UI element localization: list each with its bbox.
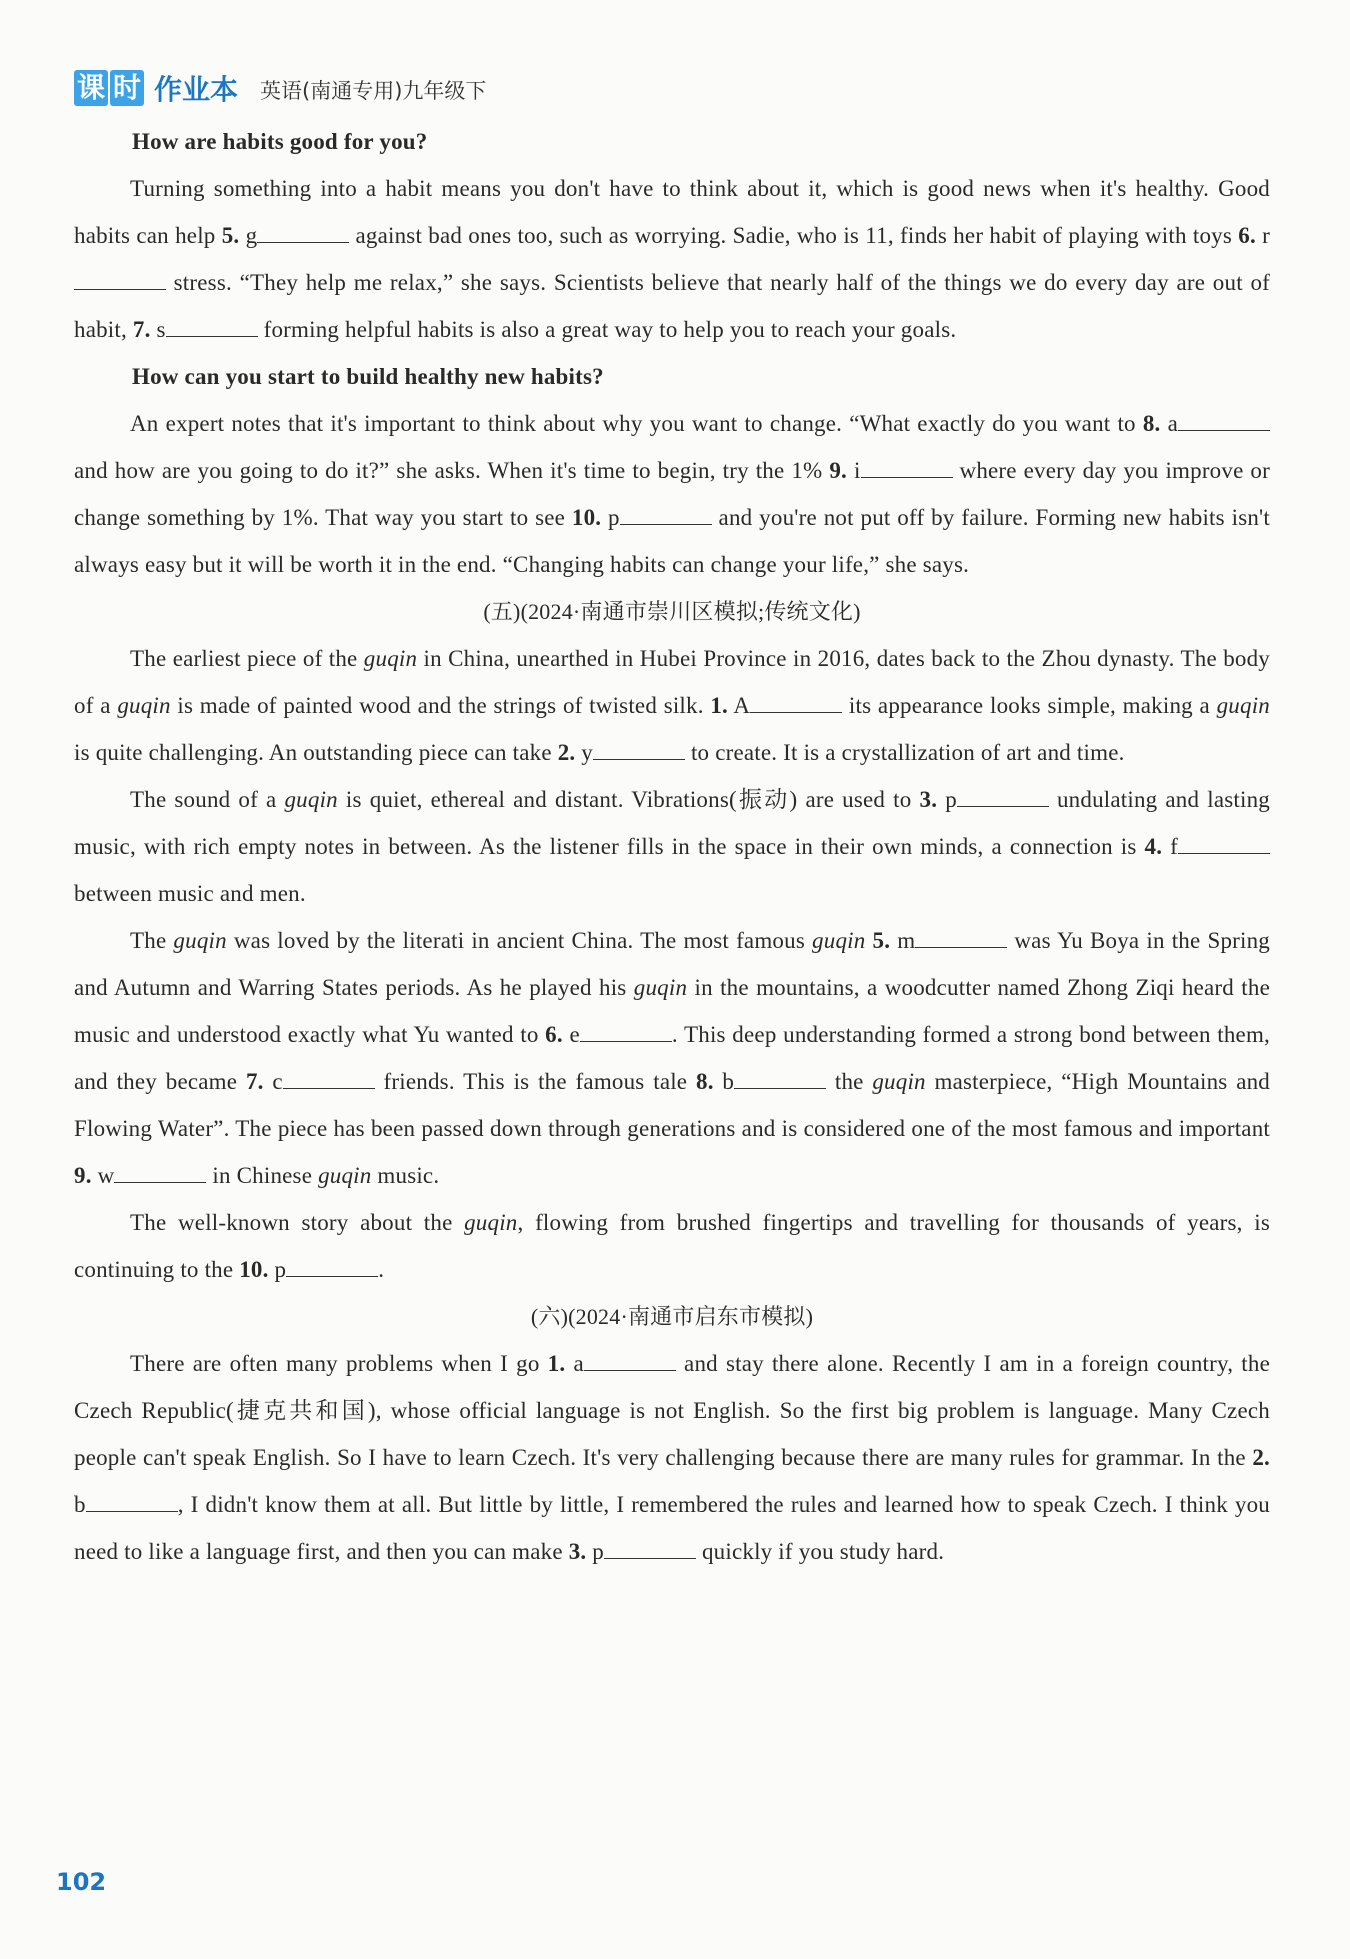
text-run: to create. It is a crystallization of art and time. bbox=[685, 740, 1125, 765]
text-run: is quiet, ethereal and distant. Vibrations(振动) are used to bbox=[337, 787, 920, 812]
answer-blank[interactable] bbox=[915, 927, 1007, 948]
text-run: where every day you improve or change something by 1%. That way you start to see bbox=[74, 458, 1270, 530]
text-run: against bad ones too, such as worrying. Sadie, who is 11, finds her habit of playing with toys bbox=[349, 223, 1239, 248]
text-run: , flowing from brushed fingertips and travelling for thousands of years, is continuing to the bbox=[74, 1210, 1270, 1282]
italic-term: guqin bbox=[1216, 693, 1270, 718]
question-number: 5. bbox=[872, 928, 891, 953]
answer-blank[interactable] bbox=[750, 692, 842, 713]
text-run: in the mountains, a woodcutter named Zhong Ziqi heard the music and understood exactly what Yu wanted to bbox=[74, 975, 1270, 1047]
paragraph bbox=[74, 635, 1270, 776]
text-run: music. bbox=[371, 1163, 440, 1188]
text-run: The bbox=[130, 928, 174, 953]
section-title-6: (六)(2024·南通市启东市模拟) bbox=[530, 1304, 814, 1329]
answer-blank[interactable] bbox=[957, 786, 1049, 807]
text-run: . bbox=[378, 1257, 385, 1282]
answer-blank[interactable] bbox=[257, 222, 349, 243]
text-run: between music and men. bbox=[74, 881, 306, 906]
answer-blank[interactable] bbox=[593, 739, 685, 760]
question-number: 2. bbox=[1252, 1445, 1270, 1470]
question-number: 3. bbox=[919, 787, 938, 812]
answer-blank[interactable] bbox=[114, 1162, 206, 1183]
question-number: 7. bbox=[245, 1069, 264, 1094]
text-run: undulating and lasting music, with rich empty notes in between. As the listener fills in the space in their own minds, a connection is bbox=[74, 787, 1270, 859]
subheading-build-habits: How can you start to build healthy new habits? bbox=[132, 364, 604, 389]
italic-term: guqin bbox=[117, 693, 171, 718]
paragraph bbox=[74, 400, 1270, 588]
answer-blank[interactable] bbox=[1178, 410, 1270, 431]
text-run: forming helpful habits is also a great way to help you to reach your goals. bbox=[257, 317, 957, 342]
blank-initial: b bbox=[713, 1069, 735, 1094]
text-run: quickly if you study hard. bbox=[696, 1539, 945, 1564]
text-run: and you're not put off by failure. Forming new habits isn't always easy but it will be worth it in the end. “Changing habits can change your life,” she says. bbox=[74, 505, 1270, 577]
text-run: Turning something into a habit means you don't have to think about it, which is good news when it's healthy. Good habits can help bbox=[74, 176, 1270, 248]
question-number: 10. bbox=[239, 1257, 269, 1282]
answer-blank[interactable] bbox=[74, 269, 166, 290]
answer-blank[interactable] bbox=[861, 457, 953, 478]
blank-initial: A bbox=[728, 693, 751, 718]
text-run: is made of painted wood and the strings of twisted silk. bbox=[170, 693, 711, 718]
text-run: . This deep understanding formed a strong bond between them, and they became bbox=[74, 1022, 1270, 1094]
answer-blank[interactable] bbox=[580, 1021, 672, 1042]
blank-initial: i bbox=[847, 458, 861, 483]
text-run: stress. “They help me relax,” she says. Scientists believe that nearly half of the things we do every day are out of habit, bbox=[74, 270, 1270, 342]
question-number: 3. bbox=[568, 1539, 587, 1564]
italic-term: guqin bbox=[812, 928, 866, 953]
blank-initial: p bbox=[601, 505, 620, 530]
blank-initial: g bbox=[239, 223, 258, 248]
question-number: 1. bbox=[547, 1351, 566, 1376]
blank-initial: w bbox=[91, 1163, 115, 1188]
text-run: was Yu Boya in the Spring and Autumn and Warring States periods. As he played his bbox=[74, 928, 1271, 1000]
text-run: The sound of a bbox=[130, 787, 285, 812]
text-run: and stay there alone. Recently I am in a foreign country, the Czech Republic(捷克共和国), whose official language is not English. So the first big problem is language. Many Czech people can't speak English. So I have to learn Czech. It's very challenging because there are many rules for grammar. In the bbox=[74, 1351, 1270, 1470]
paragraph bbox=[74, 1199, 1270, 1293]
answer-blank[interactable] bbox=[283, 1068, 375, 1089]
answer-blank[interactable] bbox=[620, 504, 712, 525]
question-number: 6. bbox=[1238, 223, 1256, 248]
subheading-habits-good: How are habits good for you? bbox=[132, 129, 428, 154]
blank-initial: r bbox=[1255, 223, 1270, 248]
text-run: in China, unearthed in Hubei Province in 2016, dates back to the Zhou dynasty. The body of a bbox=[74, 646, 1270, 718]
text-run: and how are you going to do it?” she asks. When it's time to begin, try the 1% bbox=[74, 458, 830, 483]
italic-term: guqin bbox=[284, 787, 338, 812]
blank-initial: s bbox=[150, 317, 166, 342]
page-number: 102 bbox=[56, 1868, 107, 1896]
text-run: The earliest piece of the bbox=[130, 646, 364, 671]
paragraph bbox=[74, 917, 1270, 1199]
paragraph bbox=[74, 1340, 1270, 1575]
logo-char-2: 时 bbox=[110, 70, 144, 106]
answer-blank[interactable] bbox=[1178, 833, 1270, 854]
paragraph bbox=[74, 776, 1270, 917]
question-number: 8. bbox=[696, 1069, 714, 1094]
blank-initial: p bbox=[268, 1257, 287, 1282]
blank-initial: a bbox=[565, 1351, 584, 1376]
text-run: is quite challenging. An outstanding piece can take bbox=[74, 740, 558, 765]
text-run: masterpiece, “High Mountains and Flowing Water”. The piece has been passed down through generations and is considered one of the most famous and important bbox=[74, 1069, 1270, 1141]
blank-initial: m bbox=[890, 928, 916, 953]
italic-term: guqin bbox=[464, 1210, 518, 1235]
italic-term: guqin bbox=[872, 1069, 926, 1094]
question-number: 10. bbox=[571, 505, 602, 530]
answer-blank[interactable] bbox=[166, 316, 258, 337]
question-number: 5. bbox=[221, 223, 240, 248]
question-number: 7. bbox=[132, 317, 151, 342]
page-content bbox=[74, 118, 1270, 1575]
question-number: 9. bbox=[829, 458, 848, 483]
question-number: 9. bbox=[74, 1163, 92, 1188]
page-header bbox=[74, 66, 486, 110]
italic-term: guqin bbox=[173, 928, 227, 953]
section-title-5: (五)(2024·南通市崇川区模拟;传统文化) bbox=[483, 599, 861, 624]
italic-term: guqin bbox=[318, 1163, 372, 1188]
question-number: 1. bbox=[710, 693, 729, 718]
text-run: was loved by the literati in ancient China. The most famous bbox=[226, 928, 813, 953]
text-run: in Chinese bbox=[206, 1163, 319, 1188]
paragraph bbox=[74, 165, 1270, 353]
question-number: 4. bbox=[1144, 834, 1163, 859]
text-run: its appearance looks simple, making a bbox=[842, 693, 1217, 718]
logo-char-1: 课 bbox=[74, 70, 108, 106]
blank-initial: a bbox=[1160, 411, 1178, 436]
question-number: 6. bbox=[545, 1022, 563, 1047]
blank-initial: y bbox=[575, 740, 593, 765]
answer-blank[interactable] bbox=[604, 1538, 696, 1559]
text-run: friends. This is the famous tale bbox=[374, 1069, 696, 1094]
blank-initial: p bbox=[937, 787, 957, 812]
logo-text: 作业本 bbox=[154, 73, 239, 106]
blank-initial: f bbox=[1162, 834, 1178, 859]
blank-initial: p bbox=[586, 1539, 605, 1564]
blank-initial: c bbox=[263, 1069, 283, 1094]
blank-initial: e bbox=[562, 1022, 580, 1047]
italic-term: guqin bbox=[363, 646, 418, 671]
text-run: The well-known story about the bbox=[130, 1210, 465, 1235]
text-run: There are often many problems when I go bbox=[130, 1351, 548, 1376]
italic-term: guqin bbox=[633, 975, 688, 1000]
blank-initial: b bbox=[74, 1492, 86, 1517]
book-logo bbox=[74, 68, 238, 108]
answer-blank[interactable] bbox=[86, 1491, 178, 1512]
answer-blank[interactable] bbox=[286, 1256, 378, 1277]
answer-blank[interactable] bbox=[584, 1350, 676, 1371]
question-number: 2. bbox=[557, 740, 576, 765]
text-run: the bbox=[826, 1069, 873, 1094]
answer-blank[interactable] bbox=[734, 1068, 826, 1089]
text-run: , I didn't know them at all. But little by little, I remembered the rules and learned how to speak Czech. I think you need to like a language first, and then you can make bbox=[74, 1492, 1270, 1564]
text-run: An expert notes that it's important to think about why you want to change. “What exactly do you want to bbox=[130, 411, 1143, 436]
question-number: 8. bbox=[1142, 411, 1161, 436]
subject-label: 英语(南通专用)九年级下 bbox=[260, 79, 487, 103]
